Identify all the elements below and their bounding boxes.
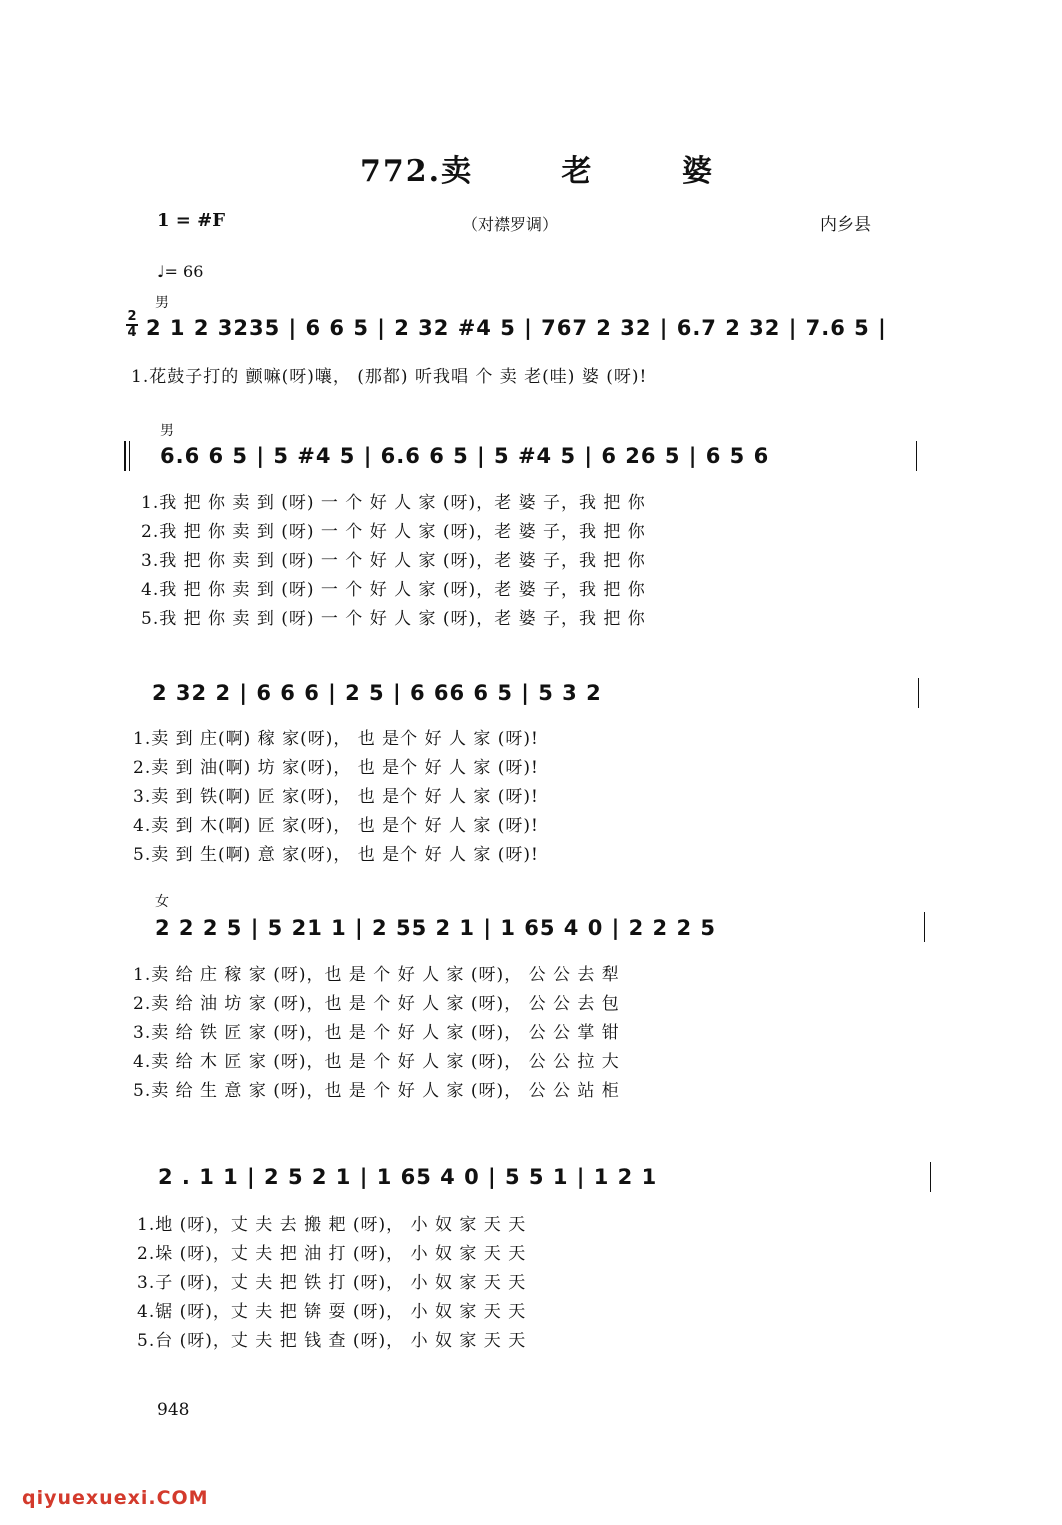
time-signature [126,310,138,340]
voice-label-female: 女 [155,894,169,910]
section1-lyric-5: 5.我 把 你 卖 到 (呀) 一 个 好 人 家 (呀)，老 婆 子，我 把 你 [141,609,646,629]
section4-lyric-5: 5.台 (呀)，丈 夫 把 钱 查 (呀)， 小 奴 家 天 天 [137,1331,527,1351]
song-title [360,146,752,190]
time-signature-bottom: 4 [127,325,137,340]
section1-lyric-2: 2.我 把 你 卖 到 (呀) 一 个 好 人 家 (呀)，老 婆 子，我 把 你 [141,522,646,542]
section3-lyric-1: 1.卖 给 庄 稼 家 (呀)，也 是 个 好 人 家 (呀)， 公 公 去 犁 [133,965,620,985]
section3-notation: 2 2 2 5 | 5 21 1 | 2 55 2 1 | 1 65 4 0 | 2 2 2 5 [155,916,716,940]
site-watermark: qiyuexuexi.COM [22,1487,209,1509]
end-bar-3 [924,912,925,942]
section2-lyric-5: 5.卖 到 生(啊) 意 家(呀)， 也 是个 好 人 家 (呀)! [133,845,539,865]
section2-notation: 2 32 2 | 6 6 6 | 2 5 | 6 66 6 5 | 5 3 2 [152,681,602,705]
section2-lyric-3: 3.卖 到 铁(啊) 匠 家(呀)， 也 是个 好 人 家 (呀)! [133,787,539,807]
song-number: 772. [360,154,442,189]
voice-label-male: 男 [155,295,169,311]
section3-lyric-4: 4.卖 给 木 匠 家 (呀)，也 是 个 好 人 家 (呀)， 公 公 拉 大 [133,1052,620,1072]
key-signature: 1 = #F [157,210,226,231]
end-bar-2 [918,678,919,708]
section2-lyric-2: 2.卖 到 油(啊) 坊 家(呀)， 也 是个 好 人 家 (呀)! [133,758,539,778]
section4-lyric-2: 2.垛 (呀)，丈 夫 把 油 打 (呀)， 小 奴 家 天 天 [137,1244,527,1264]
end-bar [916,441,917,471]
end-bar-4 [930,1162,931,1192]
section3-lyric-3: 3.卖 给 铁 匠 家 (呀)，也 是 个 好 人 家 (呀)， 公 公 掌 钳 [133,1023,620,1043]
repeat-bar-thin [129,441,130,471]
section2-lyric-4: 4.卖 到 木(啊) 匠 家(呀)， 也 是个 好 人 家 (呀)! [133,816,539,836]
section1-notation: 6.6 6 5 | 5 #4 5 | 6.6 6 5 | 5 #4 5 | 6 26 5 | 6 5 6 [160,444,770,468]
section1-lyric-1: 1.我 把 你 卖 到 (呀) 一 个 好 人 家 (呀)，老 婆 子，我 把 你 [141,493,646,513]
voice-label-male-2: 男 [160,423,174,439]
section4-notation: 2 . 1 1 | 2 5 2 1 | 1 65 4 0 | 5 5 1 | 1 2 1 [158,1165,658,1189]
section4-lyric-4: 4.锯 (呀)，丈 夫 把 锛 耍 (呀)， 小 奴 家 天 天 [137,1302,527,1322]
place-name: 内乡县 [820,215,871,235]
page-number: 948 [157,1400,190,1420]
intro-lyric: 1.花鼓子打的 颤嘛(呀)嚷， (那都) 听我唱 个 卖 老(哇) 婆 (呀)! [131,367,648,387]
section1-lyric-4: 4.我 把 你 卖 到 (呀) 一 个 好 人 家 (呀)，老 婆 子，我 把 你 [141,580,646,600]
section3-lyric-5: 5.卖 给 生 意 家 (呀)，也 是 个 好 人 家 (呀)， 公 公 站 柜 [133,1081,620,1101]
section2-lyric-1: 1.卖 到 庄(啊) 稼 家(呀)， 也 是个 好 人 家 (呀)! [133,729,539,749]
section4-lyric-3: 3.子 (呀)，丈 夫 把 铁 打 (呀)， 小 奴 家 天 天 [137,1273,527,1293]
tempo-marking: ♩= 66 [157,262,204,281]
section4-lyric-1: 1.地 (呀)，丈 夫 去 搬 耙 (呀)， 小 奴 家 天 天 [137,1215,527,1235]
time-signature-top: 2 [127,309,137,324]
repeat-bar [124,441,126,471]
song-name: 卖 老 婆 [441,154,752,189]
intro-notation: 2 1 2 3235 | 6 6 5 | 2 32 #4 5 | 767 2 32 | 6.7 2 32 | 7.6 5 | [146,316,887,340]
section3-lyric-2: 2.卖 给 油 坊 家 (呀)，也 是 个 好 人 家 (呀)， 公 公 去 包 [133,994,620,1014]
tune-name: （对襟罗调） [462,215,559,234]
section1-lyric-3: 3.我 把 你 卖 到 (呀) 一 个 好 人 家 (呀)，老 婆 子，我 把 你 [141,551,646,571]
